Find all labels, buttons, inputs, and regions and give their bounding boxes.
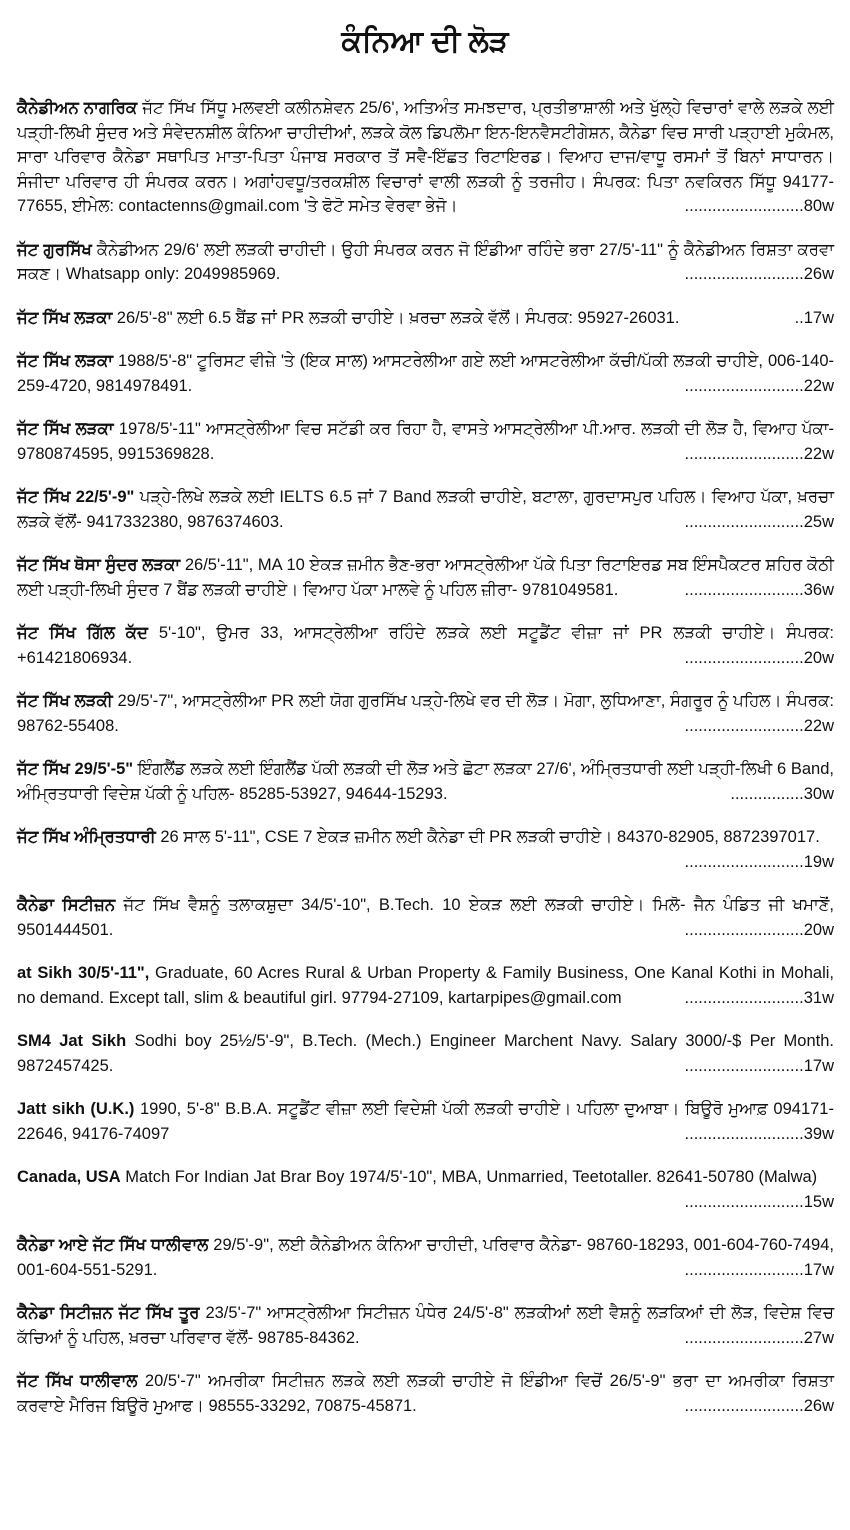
ad-body: Sodhi boy 25½/5'-9", B.Tech. (Mech.) Engineer Marchent Navy. Salary 3000/-$ Per Month. 9872457425. [17, 1032, 834, 1075]
ad-lead: ਕੈਨੇਡਾ ਆਏ ਜੱਟ ਸਿੱਖ ਧਾਲੀਵਾਲ [17, 1236, 209, 1254]
ad-body: 26/5'-11", MA 10 ਏਕੜ ਜ਼ਮੀਨ ਭੈਣ-ਭਰਾ ਆਸਟ੍ਰੇਲੀਆ ਪੱਕੇ ਪਿਤਾ ਰਿਟਾਇਰਡ ਸਬ ਇੰਸਪੈਕਟਰ ਸ਼ਹਿਰ ਕੋਠੀ ਲਈ ਪੜ੍ਹੀ-ਲਿਖੀ ਸੁੰਦਰ 7 ਬੈਂਡ ਲੜਕੀ ਚਾਹੀਏ। ਵਿਆਹ ਪੱਕਾ ਮਾਲਵੇ ਨੂੰ ਪਹਿਲ ਜ਼ੀਰਾ- 9781049581. [17, 556, 834, 599]
ad-body: 23/5'-7" ਆਸਟ੍ਰੇਲੀਆ ਸਿਟੀਜ਼ਨ ਪੰਧੇਰ 24/5'-8" ਲੜਕੀਆਂ ਲਈ ਵੈਸ਼ਨੂੰ ਲੜਕਿਆਂ ਦੀ ਲੋੜ, ਵਿਦੇਸ਼ ਵਿਚ ਕੱਚਿਆਂ ਨੂੰ ਪਹਿਲ, ਖ਼ਰਚਾ ਪਰਿਵਾਰ ਵੱਲੋਂ- 98785-84362. [17, 1304, 834, 1347]
ad-lead: ਜੱਟ ਸਿੱਖ ਲੜਕਾ [17, 420, 114, 438]
ad-lead: ਜੱਟ ਸਿੱਖ ਥੋਸਾ ਸੁੰਦਰ ਲੜਕਾ [17, 556, 181, 574]
classified-ad [17, 349, 834, 398]
ad-body: ਜੱਟ ਸਿੱਖ ਸਿੱਧੂ ਮਲਵਈ ਕਲੀਨਸ਼ੇਵਨ 25/6', ਅਤਿਅੰਤ ਸਮਝਦਾਰ, ਪ੍ਰਤੀਭਾਸ਼ਾਲੀ ਅਤੇ ਖੁੱਲ੍ਹੇ ਵਿਚਾਰਾਂ ਵਾਲੇ ਲੜਕੇ ਲਈ ਪੜ੍ਹੀ-ਲਿਖੀ ਸੁੰਦਰ ਅਤੇ ਸੰਵੇਦਨਸ਼ੀਲ ਕੰਨਿਆ ਚਾਹੀਦੀਆਂ, ਲੜਕੇ ਕੋਲ ਡਿਪਲੋਮਾ ਇਨ-ਇਨਵੈਸਟੀਗੇਸ਼ਨ, ਕੈਨੇਡਾ ਵਿਚ ਸਾਰੀ ਪੜ੍ਹਾਈ ਮੁਕੰਮਲ, ਸਾਰਾ ਪਰਿਵਾਰ ਕੈਨੇਡਾ ਸਥਾਪਿਤ ਮਾਤਾ-ਪਿਤਾ ਪੰਜਾਬ ਸਰਕਾਰ ਤੋਂ ਸਵੈ-ਇੱਛਤ ਰਿਟਾਇਰਡ। ਵਿਆਹ ਦਾਜ/ਵਾਧੂ ਰਸਮਾਂ ਤੋਂ ਬਿਨਾਂ ਸਾਧਾਰਨ। ਸੰਜੀਦਾ ਪਰਿਵਾਰ ਹੀ ਸੰਪਰਕ ਕਰਨ। ਅਗਾਂਹਵਧੂ/ਤਰਕਸ਼ੀਲ ਵਿਚਾਰਾਂ ਵਾਲੀ ਲੜਕੀ ਨੂੰ ਤਰਜੀਹ। ਸੰਪਰਕ: ਪਿਤਾ ਨਵਕਿਰਨ ਸਿੱਧੂ 94177-77655, ਈਮੇਲ: contactenns@gmail.com 'ਤੇ ਫੋਟੋ ਸਮੇਤ ਵੇਰਵਾ ਭੇਜੋ। [17, 99, 834, 215]
ad-word-count: ..17w [794, 308, 834, 327]
classified-ad [17, 1165, 834, 1214]
ad-word-count: ..........................22w [684, 444, 834, 463]
ad-body: 26/5'-8" ਲਈ 6.5 ਬੈਂਡ ਜਾਂ PR ਲੜਕੀ ਚਾਹੀਏ। ਖ਼ਰਚਾ ਲੜਕੇ ਵੱਲੋਂ। ਸੰਪਰਕ: 95927-26031. [112, 308, 680, 327]
ad-body: ਜੱਟ ਸਿੱਖ ਵੈਸ਼ਨੂੰ ਤਲਾਕਸ਼ੁਦਾ 34/5'-10", B.Tech. 10 ਏਕੜ ਲਈ ਲੜਕੀ ਚਾਹੀਏ। ਮਿਲੋ- ਜੈਨ ਪੰਡਿਤ ਜੀ ਖਮਾਣੋਂ, 9501444501. [17, 896, 835, 939]
ad-lead: at Sikh 30/5'-11", [17, 964, 150, 982]
ad-body: 1990, 5'-8" B.B.A. ਸਟੂਡੈਂਟ ਵੀਜ਼ਾ ਲਈ ਵਿਦੇਸ਼ੀ ਪੱਕੀ ਲੜਕੀ ਚਾਹੀਏ। ਪਹਿਲਾ ਦੁਆਬਾ। ਬਿਊਰੋ ਮੁਆਫ਼ 094171-22646, 94176-74097 [17, 1100, 834, 1143]
ad-word-count: ..........................19w [684, 852, 834, 871]
ad-lead: ਜੱਟ ਸਿੱਖ 29/5'-5" [17, 760, 134, 778]
ad-lead: ਜੱਟ ਸਿੱਖ 22/5'-9" [17, 488, 135, 506]
classified-ad [17, 825, 834, 874]
classified-ad [17, 621, 834, 670]
ad-lead: Jatt sikh (U.K.) [17, 1100, 135, 1118]
classified-ad [17, 757, 834, 806]
ad-body: 1988/5'-8" ਟੂਰਿਸਟ ਵੀਜ਼ੇ 'ਤੇ (ਇਕ ਸਾਲ) ਆਸਟਰੇਲੀਆ ਗਏ ਲਈ ਆਸਟਰੇਲੀਆ ਕੱਚੀ/ਪੱਕੀ ਲੜਕੀ ਚਾਹੀਏ, 006-140-259-4720, 9814978491. [17, 352, 834, 395]
ad-word-count: ..........................27w [684, 1328, 834, 1347]
ad-word-count: ................30w [730, 784, 834, 803]
ad-body: ਪੜ੍ਹੇ-ਲਿਖੇ ਲੜਕੇ ਲਈ IELTS 6.5 ਜਾਂ 7 Band ਲੜਕੀ ਚਾਹੀਏ, ਬਟਾਲਾ, ਗੁਰਦਾਸਪੁਰ ਪਹਿਲ। ਵਿਆਹ ਪੱਕਾ, ਖ਼ਰਚਾ ਲੜਕੇ ਵੱਲੋਂ- 9417332380, 9876374603. [17, 488, 834, 531]
ad-body: Match For Indian Jat Brar Boy 1974/5'-10", MBA, Unmarried, Teetotaller. 82641-50780 (Malwa) [120, 1168, 818, 1186]
classified-ad [17, 1029, 834, 1078]
classified-ad [17, 306, 834, 331]
ad-body: 29/5'-9", ਲਈ ਕੈਨੇਡੀਅਨ ਕੰਨਿਆ ਚਾਹੀਦੀ, ਪਰਿਵਾਰ ਕੈਨੇਡਾ- 98760-18293, 001-604-760-7494, 001-604-551-5291. [17, 1236, 834, 1279]
classified-ad [17, 238, 834, 287]
ad-body: 5'-10", ਉਮਰ 33, ਆਸਟ੍ਰੇਲੀਆ ਰਹਿੰਦੇ ਲੜਕੇ ਲਈ ਸਟੂਡੈਂਟ ਵੀਜ਼ਾ ਜਾਂ PR ਲੜਕੀ ਚਾਹੀਏ। ਸੰਪਰਕ: +61421806934. [17, 624, 834, 667]
classified-ads-list [0, 96, 850, 1418]
ad-word-count: ..........................22w [684, 376, 834, 395]
ad-lead: ਜੱਟ ਸਿੱਖ ਅੰਮ੍ਰਿਤਧਾਰੀ [17, 828, 156, 846]
classified-ad [17, 1097, 834, 1146]
ad-word-count: ..........................39w [684, 1124, 834, 1143]
ad-word-count: ..........................20w [684, 648, 834, 667]
classified-ad [17, 417, 834, 466]
ad-word-count: ..........................36w [684, 580, 834, 599]
ad-word-count: ..........................17w [684, 1260, 834, 1279]
classified-ad [17, 1301, 834, 1350]
ad-lead: ਕੈਨੇਡਾ ਸਿਟੀਜ਼ਨ [17, 896, 116, 914]
ad-word-count: ..........................31w [684, 988, 834, 1007]
classified-ad [17, 961, 834, 1010]
ad-word-count: ..........................26w [684, 265, 834, 283]
ad-lead: ਜੱਟ ਸਿੱਖ ਗਿੱਲ ਕੱਦ [17, 624, 148, 642]
classified-ad [17, 485, 834, 534]
ad-lead: Canada, USA [17, 1168, 121, 1186]
ad-body: Graduate, 60 Acres Rural & Urban Property & Family Business, One Kanal Kothi in Mohali, no demand. Except tall, slim & beautiful girl. 97794-27109, kartarpipes@gmail.com [17, 964, 834, 1007]
ad-lead: ਕੈਨੇਡੀਅਨ ਨਾਗਰਿਕ [17, 99, 138, 117]
ad-word-count: ..........................25w [684, 512, 834, 531]
ad-word-count: ..........................15w [684, 1192, 834, 1211]
classified-ad [17, 96, 834, 219]
ad-body: 1978/5'-11" ਆਸਟ੍ਰੇਲੀਆ ਵਿਚ ਸਟੱਡੀ ਕਰ ਰਿਹਾ ਹੈ, ਵਾਸਤੇ ਆਸਟ੍ਰੇਲੀਆ ਪੀ.ਆਰ. ਲੜਕੀ ਦੀ ਲੋੜ ਹੈ, ਵਿਆਹ ਪੱਕਾ- 9780874595, 9915369828. [17, 420, 834, 463]
ad-lead: ਜੱਟ ਗੁਰਸਿੱਖ [17, 240, 92, 259]
classified-ad [17, 1233, 834, 1282]
ad-lead: ਜੱਟ ਸਿੱਖ ਧਾਲੀਵਾਲ [17, 1372, 138, 1390]
ad-body: ਇੰਗਲੈਂਡ ਲੜਕੇ ਲਈ ਇੰਗਲੈਂਡ ਪੱਕੀ ਲੜਕੀ ਦੀ ਲੋੜ ਅਤੇ ਛੋਟਾ ਲੜਕਾ 27/6', ਅੰਮ੍ਰਿਤਧਾਰੀ ਲਈ ਪੜ੍ਹੀ-ਲਿਖੀ 6 Band, ਅੰਮ੍ਰਿਤਧਾਰੀ ਵਿਦੇਸ਼ ਪੱਕੀ ਨੂੰ ਪਹਿਲ- 85285-53927, 94644-15293. [17, 760, 834, 803]
ad-body: 20/5'-7" ਅਮਰੀਕਾ ਸਿਟੀਜ਼ਨ ਲੜਕੇ ਲਈ ਲੜਕੀ ਚਾਹੀਏ ਜੋ ਇੰਡੀਆ ਵਿਚੋਂ 26/5'-9" ਭਰਾ ਦਾ ਅਮਰੀਕਾ ਰਿਸ਼ਤਾ ਕਰਵਾਏ ਮੈਰਿਜ ਬਿਊਰੋ ਮੁਆਫ। 98555-33292, 70875-45871. [17, 1372, 834, 1415]
ad-body: 29/5'-7", ਆਸਟ੍ਰੇਲੀਆ PR ਲਈ ਯੋਗ ਗੁਰਸਿੱਖ ਪੜ੍ਹੇ-ਲਿਖੇ ਵਰ ਦੀ ਲੋੜ। ਮੋਗਾ, ਲੁਧਿਆਣਾ, ਸੰਗਰੂਰ ਨੂੰ ਪਹਿਲ। ਸੰਪਰਕ: 98762-55408. [17, 692, 834, 735]
ad-lead: ਕੈਨੇਡਾ ਸਿਟੀਜ਼ਨ ਜੱਟ ਸਿੱਖ ਤੂਰ [17, 1304, 200, 1322]
classified-ad [17, 1369, 834, 1418]
ad-word-count: ..........................17w [684, 1056, 834, 1075]
ad-body: 26 ਸਾਲ 5'-11", CSE 7 ਏਕੜ ਜ਼ਮੀਨ ਲਈ ਕੈਨੇਡਾ ਦੀ PR ਲੜਕੀ ਚਾਹੀਏ। 84370-82905, 8872397017. [155, 828, 820, 846]
ad-word-count: ..........................26w [684, 1396, 834, 1415]
page-title: ਕੰਨਿਆ ਦੀ ਲੋੜ [341, 25, 509, 58]
classified-ad [17, 553, 834, 602]
ad-lead: ਜੱਟ ਸਿੱਖ ਲੜਕੀ [17, 692, 113, 710]
ad-lead: SM4 Jat Sikh [17, 1032, 127, 1050]
classified-ad [17, 893, 834, 942]
ad-lead: ਜੱਟ ਸਿੱਖ ਲੜਕਾ [17, 352, 114, 370]
ad-word-count: ..........................22w [684, 716, 834, 735]
ad-word-count: ..........................80w [684, 197, 834, 215]
ad-lead: ਜੱਟ ਸਿੱਖ ਲੜਕਾ [17, 308, 113, 327]
classified-ad [17, 689, 834, 738]
ad-body: ਕੈਨੇਡੀਅਨ 29/6' ਲਈ ਲੜਕੀ ਚਾਹੀਦੀ। ਉਹੀ ਸੰਪਰਕ ਕਰਨ ਜੋ ਇੰਡੀਆ ਰਹਿੰਦੇ ਭਰਾ 27/5'-11" ਨੂੰ ਕੈਨੇਡੀਅਨ ਰਿਸ਼ਤਾ ਕਰਵਾ ਸਕਣ। Whatsapp only: 2049985969. [17, 240, 834, 283]
ad-word-count: ..........................20w [684, 920, 834, 939]
